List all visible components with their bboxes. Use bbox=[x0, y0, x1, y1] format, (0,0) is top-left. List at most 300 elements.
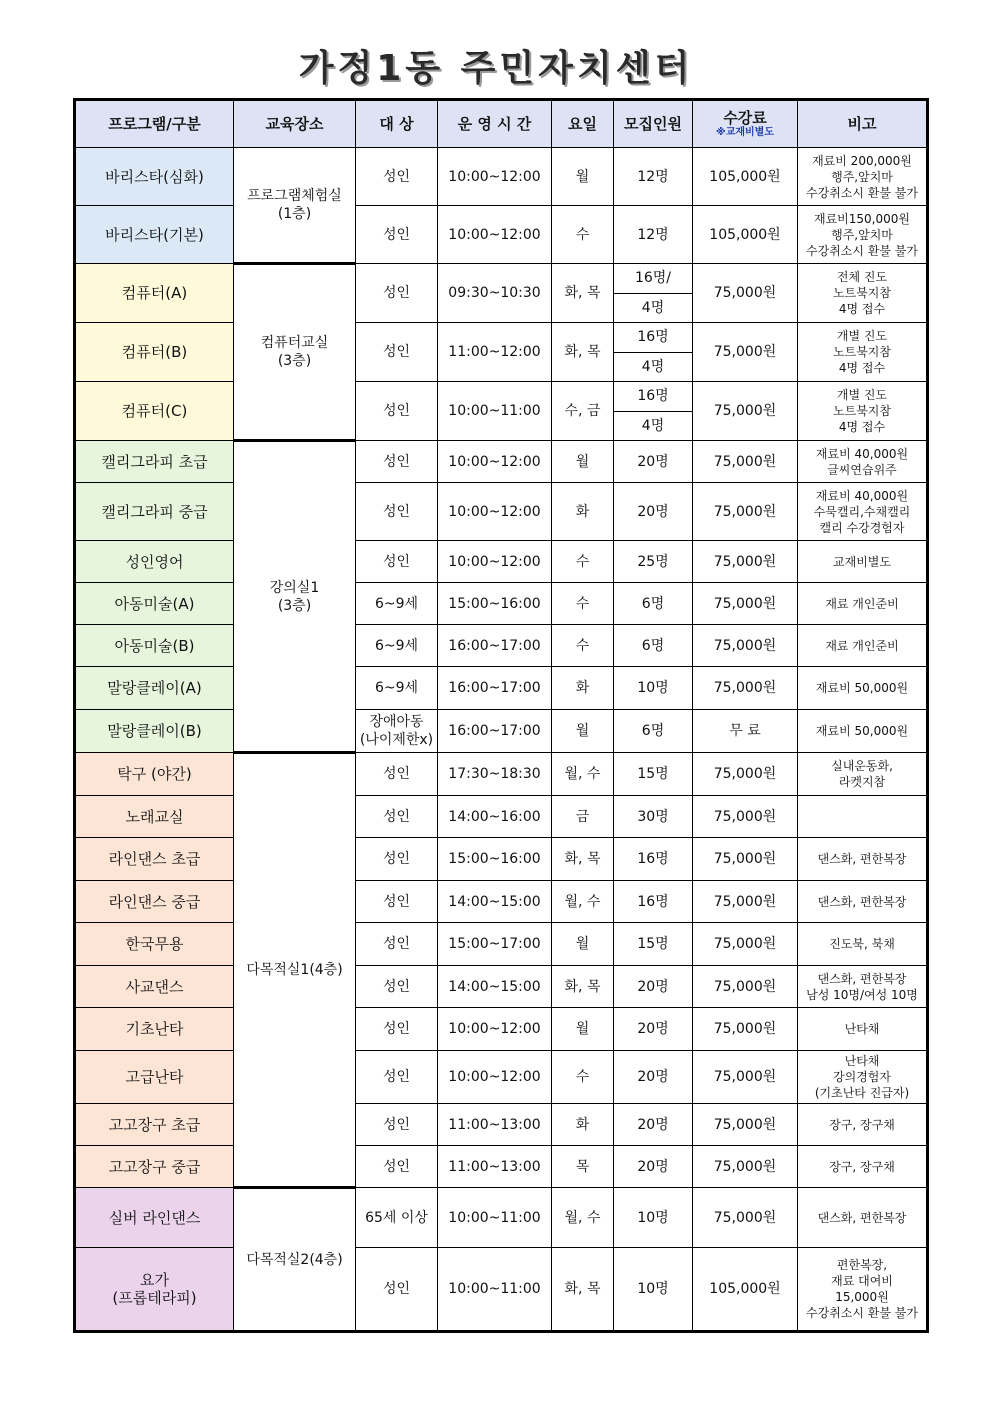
capacity-part: 4명 bbox=[641, 417, 665, 434]
target-cell bbox=[356, 710, 438, 753]
header-location: 교육장소 bbox=[234, 100, 356, 148]
day-cell: 수 bbox=[552, 206, 614, 264]
header-fee-label: 수강료 bbox=[723, 109, 767, 127]
time-cell: 09:30~10:30 bbox=[438, 264, 552, 323]
remark-cell bbox=[798, 667, 928, 710]
remark-cell bbox=[798, 1248, 928, 1332]
cell-line: 교재비별도 bbox=[833, 554, 891, 569]
capacity-cell: 6명 bbox=[614, 625, 693, 667]
cell-line: (3층) bbox=[277, 353, 312, 369]
cell-line: 고급난타 bbox=[125, 1068, 184, 1086]
remark-cell bbox=[798, 625, 928, 667]
cell-line: 아동미술(A) bbox=[114, 594, 195, 613]
time-cell: 10:00~12:00 bbox=[438, 206, 552, 264]
cell-line: 6~9세 bbox=[374, 595, 419, 612]
program-cell bbox=[75, 881, 234, 923]
time-cell: 10:00~12:00 bbox=[438, 541, 552, 583]
fee-cell: 75,000원 bbox=[693, 264, 798, 323]
day-cell: 화, 목 bbox=[552, 966, 614, 1008]
remark-cell bbox=[798, 483, 928, 541]
cell-line: 재료 개인준비 bbox=[825, 638, 899, 653]
time-cell: 10:00~12:00 bbox=[438, 1008, 552, 1051]
day-cell: 화, 목 bbox=[552, 264, 614, 323]
cell-line: 다목적실1(4층) bbox=[246, 962, 343, 978]
cell-line: 4명 접수 bbox=[838, 302, 886, 316]
table-row bbox=[75, 753, 928, 796]
cell-line: (3층) bbox=[277, 597, 312, 614]
remark-cell bbox=[798, 541, 928, 583]
day-cell: 월 bbox=[552, 148, 614, 206]
cell-line: 전체 진도 bbox=[836, 270, 888, 284]
cell-line: 바리스타(기본) bbox=[105, 225, 204, 244]
program-cell bbox=[75, 1008, 234, 1051]
capacity-cell: 6명 bbox=[614, 710, 693, 753]
cell-line: 재료비 50,000원 bbox=[815, 681, 909, 695]
header-target: 대 상 bbox=[356, 100, 438, 148]
header-program: 프로그램/구분 bbox=[75, 100, 234, 148]
capacity-part: 16명 bbox=[614, 382, 692, 412]
program-cell bbox=[75, 667, 234, 710]
cell-line: 재료 대여비 bbox=[831, 1274, 893, 1288]
time-cell: 10:00~11:00 bbox=[438, 1188, 552, 1248]
header-remark: 비고 bbox=[798, 100, 928, 148]
cell-line: 성인 bbox=[382, 808, 411, 825]
header-row bbox=[75, 100, 928, 148]
day-cell: 목 bbox=[552, 1146, 614, 1188]
time-cell: 15:00~16:00 bbox=[438, 838, 552, 881]
cell-line: 탁구 (야간) bbox=[117, 765, 192, 783]
target-cell bbox=[356, 966, 438, 1008]
cell-line: 라켓지참 bbox=[838, 775, 886, 789]
table-row bbox=[75, 382, 928, 441]
cell-line: 성인 bbox=[382, 1021, 411, 1037]
cell-line: 고고장구 중급 bbox=[108, 1157, 201, 1176]
cell-line: (1층) bbox=[277, 206, 312, 222]
cell-line: 컴퓨터교실 bbox=[260, 335, 329, 351]
cell-line: 성인 bbox=[382, 1069, 411, 1085]
table-row bbox=[75, 264, 928, 323]
cell-line: 바리스타(심화) bbox=[105, 167, 204, 186]
cell-line: 6~9세 bbox=[374, 637, 419, 654]
target-cell bbox=[356, 1146, 438, 1188]
target-cell bbox=[356, 483, 438, 541]
table-body bbox=[75, 148, 928, 1332]
header-capacity: 모집인원 bbox=[614, 100, 693, 148]
cell-line: 라인댄스 중급 bbox=[108, 892, 201, 911]
remark-cell bbox=[798, 323, 928, 382]
capacity-cell: 12명 bbox=[614, 206, 693, 264]
capacity-cell: 15명 bbox=[614, 753, 693, 796]
table-row bbox=[75, 881, 928, 923]
program-cell bbox=[75, 1146, 234, 1188]
capacity-cell: 20명 bbox=[614, 1051, 693, 1104]
fee-cell: 75,000원 bbox=[693, 441, 798, 483]
time-cell: 17:30~18:30 bbox=[438, 753, 552, 796]
remark-cell bbox=[798, 148, 928, 206]
table-row bbox=[75, 923, 928, 966]
cell-line: 진도북, 북채 bbox=[829, 937, 895, 951]
target-cell bbox=[356, 923, 438, 966]
day-cell: 화, 목 bbox=[552, 1248, 614, 1332]
target-cell bbox=[356, 206, 438, 264]
cell-line: 재료비 200,000원 bbox=[812, 153, 912, 168]
fee-cell: 75,000원 bbox=[693, 1051, 798, 1104]
remark-cell bbox=[798, 796, 928, 838]
table-row bbox=[75, 1051, 928, 1104]
capacity-cell: 16명 bbox=[614, 881, 693, 923]
cell-line: 컴퓨터(B) bbox=[121, 343, 188, 361]
table-row bbox=[75, 1188, 928, 1248]
program-cell bbox=[75, 966, 234, 1008]
program-cell bbox=[75, 1104, 234, 1146]
location-cell bbox=[234, 441, 356, 753]
cell-line: 성인 bbox=[382, 226, 411, 243]
time-cell: 14:00~15:00 bbox=[438, 881, 552, 923]
day-cell: 수 bbox=[552, 541, 614, 583]
cell-line: 개별 진도 bbox=[836, 388, 888, 402]
cell-line: 재료비 40,000원 bbox=[815, 446, 909, 461]
day-cell: 수 bbox=[552, 583, 614, 625]
table-row bbox=[75, 541, 928, 583]
table-row bbox=[75, 838, 928, 881]
table-row bbox=[75, 710, 928, 753]
table-row bbox=[75, 1008, 928, 1051]
cell-line: 사교댄스 bbox=[125, 977, 184, 996]
cell-line: 댄스화, 편한복장 bbox=[817, 852, 907, 866]
remark-cell bbox=[798, 838, 928, 881]
day-cell: 수 bbox=[552, 1051, 614, 1104]
capacity-cell bbox=[614, 264, 693, 323]
table-row bbox=[75, 667, 928, 710]
target-cell bbox=[356, 583, 438, 625]
cell-line: 4명 접수 bbox=[838, 420, 886, 434]
cell-line: 글씨연습위주 bbox=[827, 462, 897, 477]
cell-line: 성인 bbox=[382, 1281, 411, 1297]
target-cell bbox=[356, 753, 438, 796]
header-fee-note: ※교재비별도 bbox=[715, 127, 775, 138]
program-cell bbox=[75, 264, 234, 323]
program-cell bbox=[75, 1051, 234, 1104]
cell-line: 수강취소시 환불 불가 bbox=[806, 243, 918, 258]
cell-line: (나이제한x) bbox=[359, 732, 434, 748]
target-cell bbox=[356, 1008, 438, 1051]
day-cell: 월 bbox=[552, 923, 614, 966]
day-cell: 화, 목 bbox=[552, 838, 614, 881]
fee-cell: 75,000원 bbox=[693, 1146, 798, 1188]
remark-cell bbox=[798, 923, 928, 966]
table-row bbox=[75, 966, 928, 1008]
cell-line: 재료 개인준비 bbox=[825, 596, 899, 611]
cell-line: 아동미술(B) bbox=[114, 636, 195, 655]
capacity-part: 16명/ bbox=[614, 264, 692, 294]
cell-line: (프롭테라피) bbox=[112, 1289, 197, 1307]
remark-cell bbox=[798, 1104, 928, 1146]
cell-line: 캘리그라피 초급 bbox=[101, 452, 208, 471]
table-row bbox=[75, 1104, 928, 1146]
table-row bbox=[75, 483, 928, 541]
capacity-cell: 20명 bbox=[614, 441, 693, 483]
fee-cell: 75,000원 bbox=[693, 923, 798, 966]
time-cell: 14:00~15:00 bbox=[438, 966, 552, 1008]
table-row bbox=[75, 1146, 928, 1188]
time-cell: 10:00~12:00 bbox=[438, 483, 552, 541]
remark-cell bbox=[798, 264, 928, 323]
cell-line: 재료비 50,000원 bbox=[815, 724, 909, 738]
target-cell bbox=[356, 881, 438, 923]
fee-cell: 105,000원 bbox=[693, 206, 798, 264]
day-cell: 월 bbox=[552, 441, 614, 483]
capacity-cell: 20명 bbox=[614, 1008, 693, 1051]
time-cell: 15:00~16:00 bbox=[438, 583, 552, 625]
cell-line: 노트북지참 bbox=[833, 404, 891, 418]
time-cell: 11:00~12:00 bbox=[438, 323, 552, 382]
program-cell bbox=[75, 1188, 234, 1248]
program-cell bbox=[75, 323, 234, 382]
fee-cell: 105,000원 bbox=[693, 1248, 798, 1332]
remark-cell bbox=[798, 583, 928, 625]
cell-line: 성인 bbox=[382, 1116, 411, 1133]
cell-line: 15,000원 bbox=[835, 1290, 889, 1304]
cell-line: 성인 bbox=[382, 285, 411, 301]
day-cell: 월, 수 bbox=[552, 753, 614, 796]
time-cell: 10:00~12:00 bbox=[438, 441, 552, 483]
fee-cell: 75,000원 bbox=[693, 1008, 798, 1051]
program-cell bbox=[75, 625, 234, 667]
cell-line: 강의실1 bbox=[269, 579, 320, 596]
fee-cell: 75,000원 bbox=[693, 1188, 798, 1248]
program-cell bbox=[75, 583, 234, 625]
fee-cell: 75,000원 bbox=[693, 796, 798, 838]
day-cell: 월 bbox=[552, 710, 614, 753]
day-cell: 화 bbox=[552, 483, 614, 541]
capacity-cell: 20명 bbox=[614, 1146, 693, 1188]
capacity-cell: 10명 bbox=[614, 1188, 693, 1248]
time-cell: 11:00~13:00 bbox=[438, 1146, 552, 1188]
cell-line: (기초난타 진급자) bbox=[814, 1086, 910, 1100]
day-cell: 월, 수 bbox=[552, 1188, 614, 1248]
day-cell: 금 bbox=[552, 796, 614, 838]
cell-line: 댄스화, 편한복장 bbox=[817, 1210, 907, 1225]
cell-line: 다목적실2(4층) bbox=[246, 1251, 343, 1268]
time-cell: 10:00~12:00 bbox=[438, 1051, 552, 1104]
capacity-cell: 30명 bbox=[614, 796, 693, 838]
fee-cell: 75,000원 bbox=[693, 382, 798, 441]
program-cell bbox=[75, 148, 234, 206]
cell-line: 댄스화, 편한복장 bbox=[817, 971, 907, 986]
cell-line: 노래교실 bbox=[125, 807, 184, 826]
target-cell bbox=[356, 625, 438, 667]
program-cell bbox=[75, 541, 234, 583]
capacity-cell: 12명 bbox=[614, 148, 693, 206]
cell-line: 성인 bbox=[382, 978, 411, 995]
cell-line: 성인 bbox=[382, 1158, 411, 1175]
cell-line: 강의경험자 bbox=[833, 1070, 891, 1084]
program-schedule-table bbox=[73, 98, 929, 1333]
cell-line: 성인 bbox=[382, 553, 411, 570]
target-cell bbox=[356, 148, 438, 206]
cell-line: 65세 이상 bbox=[365, 1209, 428, 1226]
location-cell bbox=[234, 1188, 356, 1332]
table-row bbox=[75, 1248, 928, 1332]
target-cell bbox=[356, 1104, 438, 1146]
cell-line: 난타채 bbox=[844, 1054, 880, 1068]
location-cell bbox=[234, 753, 356, 1188]
cell-line: 재료비 40,000원 bbox=[815, 488, 909, 503]
cell-line: 수묵캘리,수채캘리 bbox=[813, 504, 911, 519]
table-row bbox=[75, 796, 928, 838]
cell-line: 컴퓨터(C) bbox=[121, 402, 188, 420]
remark-cell bbox=[798, 1188, 928, 1248]
target-cell bbox=[356, 441, 438, 483]
cell-line: 성인 bbox=[382, 503, 411, 520]
cell-line: 개별 진도 bbox=[836, 329, 888, 343]
table-row bbox=[75, 625, 928, 667]
remark-cell bbox=[798, 382, 928, 441]
cell-line: 캘리 수강경험자 bbox=[819, 520, 905, 535]
day-cell: 화, 목 bbox=[552, 323, 614, 382]
cell-line: 성인영어 bbox=[125, 552, 184, 571]
cell-line: 6~9세 bbox=[374, 680, 419, 696]
fee-cell: 75,000원 bbox=[693, 667, 798, 710]
cell-line: 4명 접수 bbox=[838, 361, 886, 375]
cell-line: 캘리그라피 중급 bbox=[101, 502, 208, 521]
day-cell: 수 bbox=[552, 625, 614, 667]
capacity-cell: 15명 bbox=[614, 923, 693, 966]
cell-line: 성인 bbox=[382, 893, 411, 910]
time-cell: 16:00~17:00 bbox=[438, 625, 552, 667]
target-cell bbox=[356, 382, 438, 441]
program-cell bbox=[75, 753, 234, 796]
day-cell: 화 bbox=[552, 1104, 614, 1146]
program-cell bbox=[75, 923, 234, 966]
header-time: 운 영 시 간 bbox=[438, 100, 552, 148]
program-cell bbox=[75, 483, 234, 541]
table-row bbox=[75, 323, 928, 382]
target-cell bbox=[356, 323, 438, 382]
time-cell: 10:00~12:00 bbox=[438, 148, 552, 206]
remark-cell bbox=[798, 753, 928, 796]
target-cell bbox=[356, 264, 438, 323]
fee-cell: 75,000원 bbox=[693, 541, 798, 583]
fee-cell: 75,000원 bbox=[693, 583, 798, 625]
cell-line: 실내운동화, bbox=[831, 759, 893, 773]
cell-line: 프로그램체험실 bbox=[247, 188, 342, 204]
cell-line: 말랑클레이(A) bbox=[107, 679, 202, 697]
capacity-cell: 16명 bbox=[614, 838, 693, 881]
fee-cell: 75,000원 bbox=[693, 838, 798, 881]
target-cell bbox=[356, 1188, 438, 1248]
day-cell: 수, 금 bbox=[552, 382, 614, 441]
table-row bbox=[75, 148, 928, 206]
cell-line: 수강취소시 환불 불가 bbox=[806, 185, 918, 200]
remark-cell bbox=[798, 1051, 928, 1104]
target-cell bbox=[356, 667, 438, 710]
location-cell bbox=[234, 264, 356, 441]
header-day: 요일 bbox=[552, 100, 614, 148]
cell-line: 성인 bbox=[382, 168, 411, 185]
fee-cell: 75,000원 bbox=[693, 483, 798, 541]
fee-cell: 75,000원 bbox=[693, 966, 798, 1008]
fee-cell: 75,000원 bbox=[693, 881, 798, 923]
time-cell: 16:00~17:00 bbox=[438, 710, 552, 753]
time-cell: 15:00~17:00 bbox=[438, 923, 552, 966]
capacity-cell: 10명 bbox=[614, 1248, 693, 1332]
cell-line: 장구, 장구채 bbox=[829, 1159, 895, 1174]
cell-line: 컴퓨터(A) bbox=[121, 284, 188, 302]
cell-line: 노트북지참 bbox=[833, 286, 891, 300]
target-cell bbox=[356, 1248, 438, 1332]
cell-line: 수강취소시 환불 불가 bbox=[806, 1306, 918, 1320]
cell-line: 한국무용 bbox=[125, 935, 184, 953]
cell-line: 행주,앞치마 bbox=[831, 227, 893, 242]
day-cell: 월 bbox=[552, 1008, 614, 1051]
program-cell bbox=[75, 796, 234, 838]
page-title: 가정1동 주민자치센터 bbox=[298, 48, 694, 89]
capacity-part: 4명 bbox=[641, 358, 665, 375]
capacity-cell: 10명 bbox=[614, 667, 693, 710]
remark-cell bbox=[798, 881, 928, 923]
cell-line: 장구, 장구채 bbox=[829, 1117, 895, 1132]
cell-line: 행주,앞치마 bbox=[831, 169, 893, 184]
fee-cell: 75,000원 bbox=[693, 753, 798, 796]
table-row bbox=[75, 441, 928, 483]
program-cell bbox=[75, 1248, 234, 1332]
cell-line: 난타채 bbox=[844, 1022, 880, 1036]
remark-cell bbox=[798, 966, 928, 1008]
cell-line: 장애아동 bbox=[369, 714, 424, 730]
target-cell bbox=[356, 838, 438, 881]
cell-line: 노트북지참 bbox=[833, 345, 891, 359]
cell-line: 댄스화, 편한복장 bbox=[817, 894, 907, 909]
time-cell: 14:00~16:00 bbox=[438, 796, 552, 838]
cell-line: 기초난타 bbox=[125, 1020, 184, 1038]
time-cell: 10:00~11:00 bbox=[438, 382, 552, 441]
fee-cell: 무 료 bbox=[693, 710, 798, 753]
fee-cell: 75,000원 bbox=[693, 323, 798, 382]
cell-line: 성인 bbox=[382, 344, 411, 360]
remark-cell bbox=[798, 1146, 928, 1188]
program-cell bbox=[75, 838, 234, 881]
cell-line: 고고장구 초급 bbox=[108, 1115, 201, 1134]
table-row bbox=[75, 583, 928, 625]
capacity-part: 4명 bbox=[641, 299, 665, 316]
program-cell bbox=[75, 206, 234, 264]
capacity-part: 16명 bbox=[614, 323, 692, 353]
capacity-cell bbox=[614, 382, 693, 441]
capacity-cell: 20명 bbox=[614, 483, 693, 541]
day-cell: 월, 수 bbox=[552, 881, 614, 923]
program-cell bbox=[75, 441, 234, 483]
fee-cell: 75,000원 bbox=[693, 625, 798, 667]
target-cell bbox=[356, 541, 438, 583]
fee-cell: 75,000원 bbox=[693, 1104, 798, 1146]
remark-cell bbox=[798, 1008, 928, 1051]
fee-cell: 105,000원 bbox=[693, 148, 798, 206]
cell-line: 요가 bbox=[140, 1271, 169, 1289]
location-cell bbox=[234, 148, 356, 264]
time-cell: 10:00~11:00 bbox=[438, 1248, 552, 1332]
cell-line: 편한복장, bbox=[836, 1258, 888, 1272]
capacity-cell: 20명 bbox=[614, 1104, 693, 1146]
remark-cell bbox=[798, 206, 928, 264]
table-row bbox=[75, 206, 928, 264]
cell-line: 말랑클레이(B) bbox=[107, 722, 202, 740]
target-cell bbox=[356, 796, 438, 838]
time-cell: 11:00~13:00 bbox=[438, 1104, 552, 1146]
header-fee bbox=[693, 100, 798, 148]
target-cell bbox=[356, 1051, 438, 1104]
cell-line: 재료비150,000원 bbox=[814, 211, 910, 226]
